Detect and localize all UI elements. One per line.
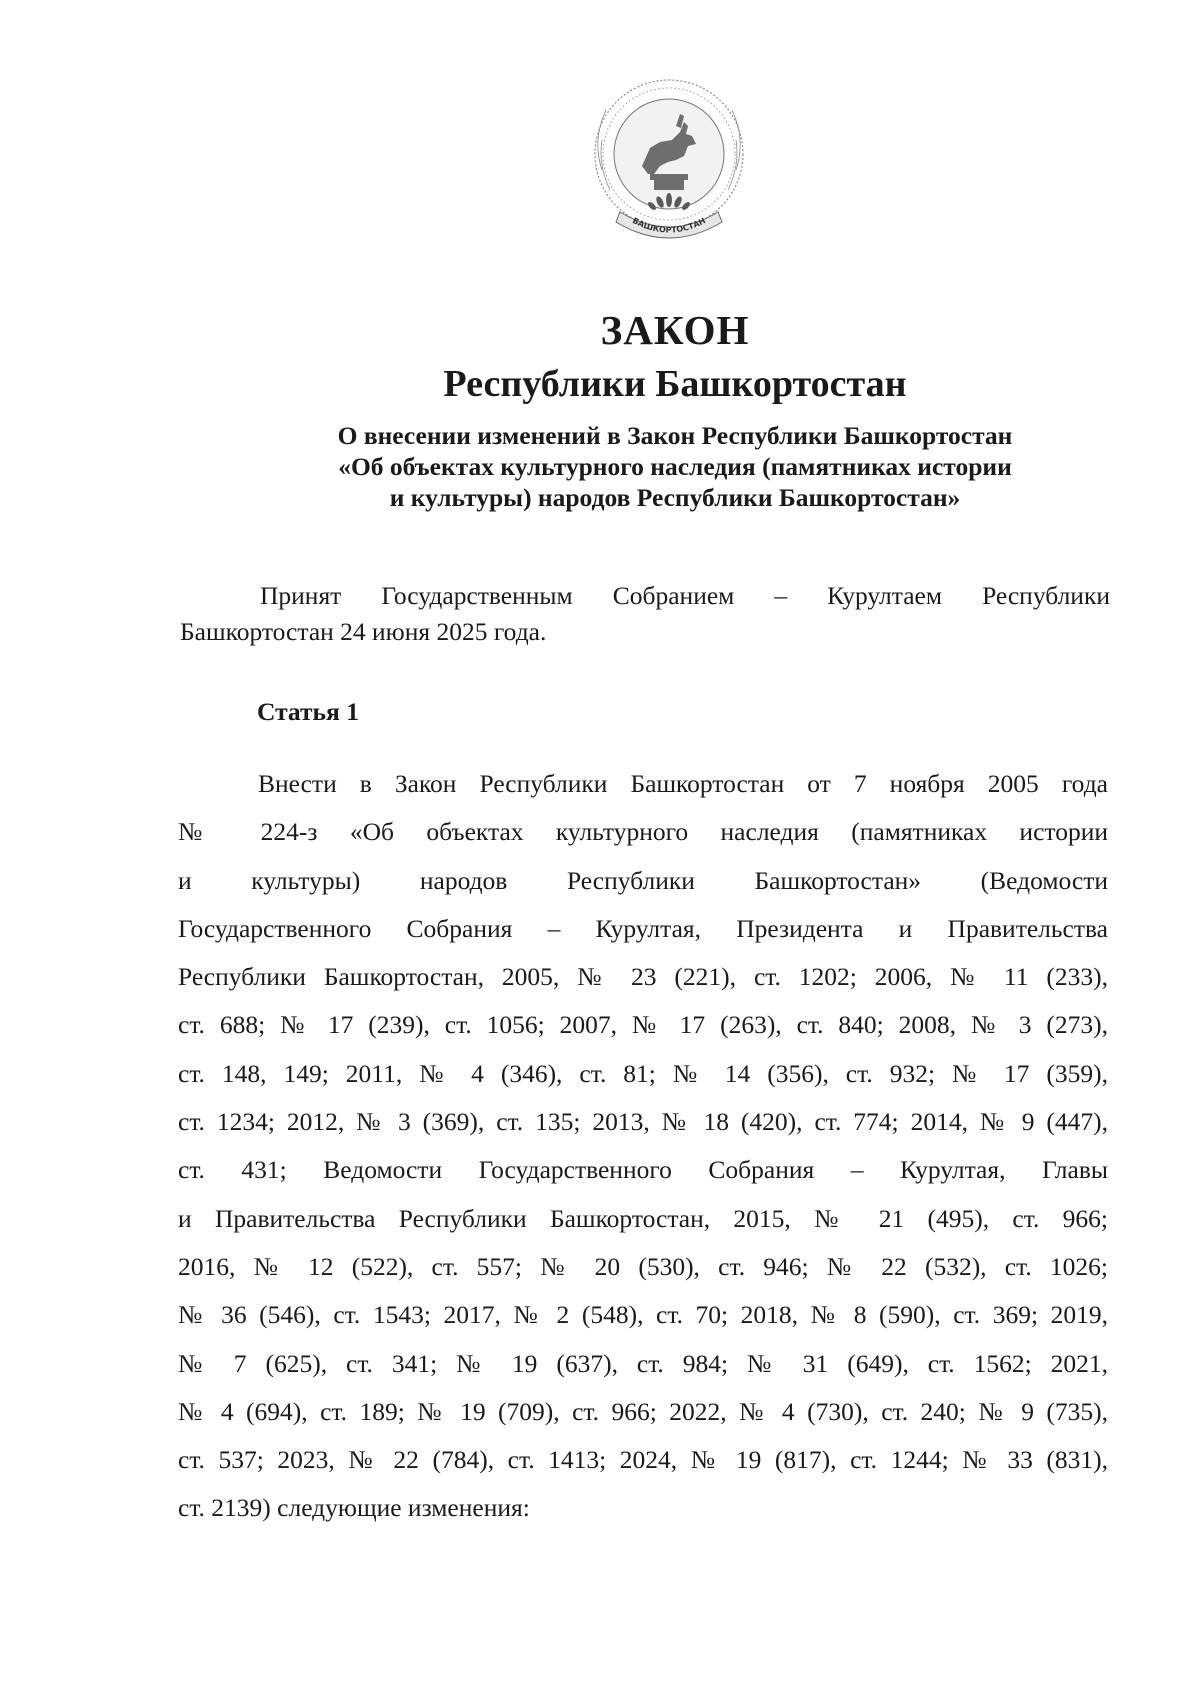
adoption-line: Башкортостан 24 июня 2025 года.	[180, 617, 547, 646]
article-title: Статья 1	[257, 697, 359, 726]
body-line: ст. 431; Ведомости Государственного Собрания – Курултая, Главы	[178, 1155, 1108, 1185]
body-line: № 7 (625), ст. 341; № 19 (637), ст. 984; № 31 (649), ст. 1562; 2021,	[178, 1348, 1108, 1378]
body-line: и Правительства Республики Башкортостан, 2015, № 21 (495), ст. 966;	[178, 1203, 1108, 1233]
body-line: Республики Башкортостан, 2005, № 23 (221), ст. 1202; 2006, № 11 (233),	[178, 962, 1108, 992]
subtitle-line: О внесении изменений в Закон Республики Башкортостан	[337, 421, 1013, 450]
adoption-line: Принят Государственным Собранием – Курултаем Республики	[260, 581, 1110, 610]
body-line: 2016, № 12 (522), ст. 557; № 20 (530), ст. 946; № 22 (532), ст. 1026;	[178, 1251, 1108, 1281]
body-line: ст. 2139) следующие изменения:	[178, 1493, 530, 1523]
body-line: Государственного Собрания – Курултая, Президента и Правительства	[178, 913, 1108, 943]
body-line: Внести в Закон Республики Башкортостан от 7 ноября 2005 года	[258, 769, 1108, 798]
emblem-label: БАШКОРТОСТАН	[630, 216, 708, 235]
body-line: и культуры) народов Республики Башкортостан» (Ведомости	[178, 865, 1108, 895]
subtitle-line: «Об объектах культурного наследия (памятниках истории	[338, 452, 1012, 481]
body-line: № 4 (694), ст. 189; № 19 (709), ст. 966; 2022, № 4 (730), ст. 240; № 9 (735),	[178, 1396, 1108, 1426]
law-subtitle	[250, 420, 1100, 513]
body-line: ст. 1234; 2012, № 3 (369), ст. 135; 2013, № 18 (420), ст. 774; 2014, № 9 (447),	[178, 1107, 1108, 1137]
body-line: ст. 148, 149; 2011, № 4 (346), ст. 81; № 14 (356), ст. 932; № 17 (359),	[178, 1058, 1108, 1088]
body-line: № 224-з «Об объектах культурного наследия (памятниках истории	[178, 817, 1108, 847]
adoption-statement	[180, 578, 1110, 650]
body-line: ст. 688; № 17 (239), ст. 1056; 2007, № 17 (263), ст. 840; 2008, № 3 (273),	[178, 1010, 1108, 1040]
emblem-seal	[580, 70, 758, 248]
body-line: ст. 537; 2023, № 22 (784), ст. 1413; 2024, № 19 (817), ст. 1244; № 33 (831),	[178, 1445, 1108, 1475]
subtitle-line: и культуры) народов Республики Башкортостан»	[389, 483, 961, 512]
article-body	[178, 760, 1108, 1533]
body-line: № 36 (546), ст. 1543; 2017, № 2 (548), ст. 70; 2018, № 8 (590), ст. 369; 2019,	[178, 1300, 1108, 1330]
republic-heading: Республики Башкортостан	[443, 363, 907, 405]
law-heading: ЗАКОН	[600, 307, 750, 353]
